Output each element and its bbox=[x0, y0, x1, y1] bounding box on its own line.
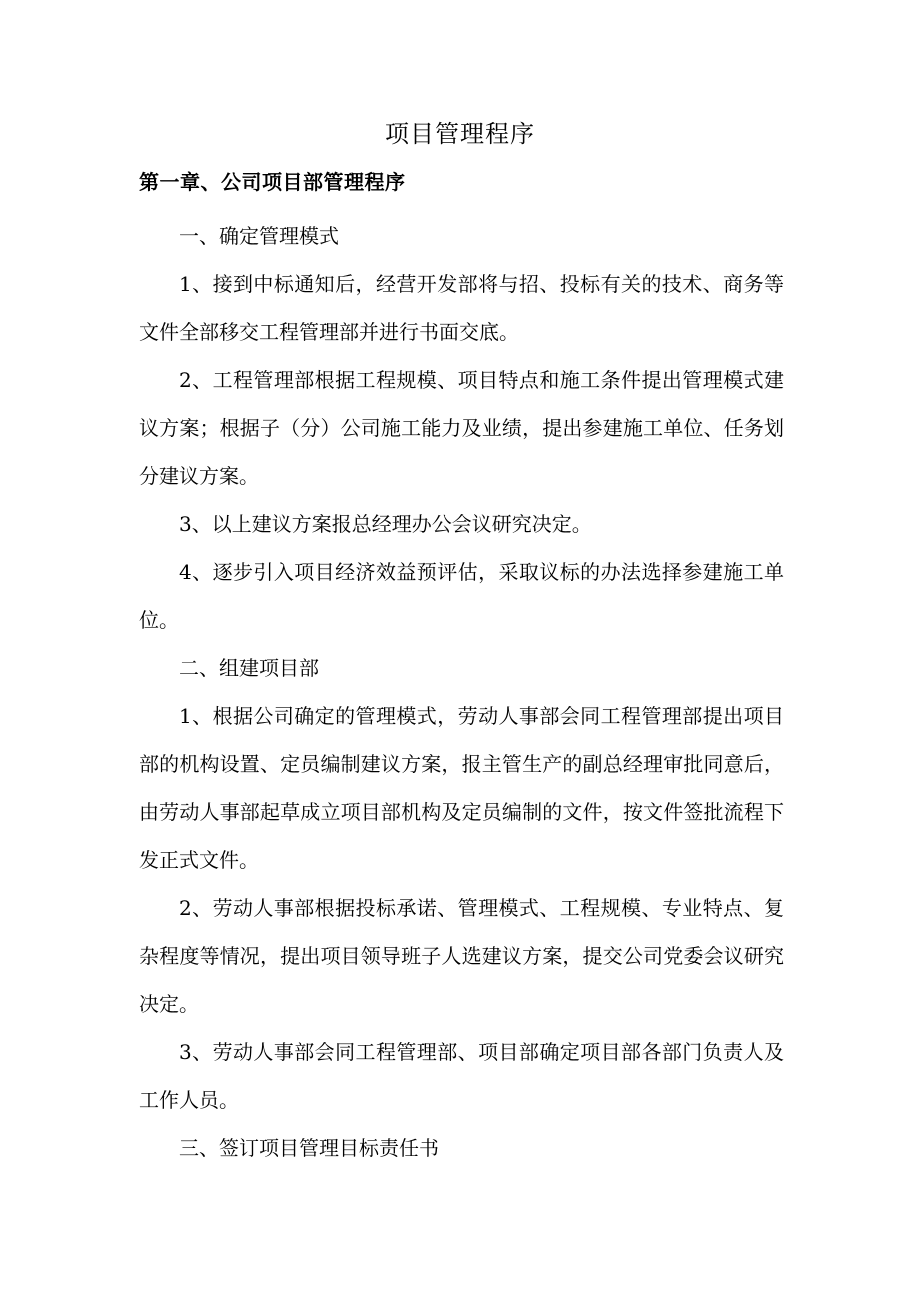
paragraph: 3、劳动人事部会同工程管理部、项目部确定项目部各部门负责人及工作人员。 bbox=[139, 1040, 784, 1112]
paragraph: 3、以上建议方案报总经理办公会议研究决定。 bbox=[179, 512, 592, 536]
section-heading: 一、确定管理模式 bbox=[179, 224, 339, 248]
section-heading: 三、签订项目管理目标责任书 bbox=[179, 1136, 439, 1160]
paragraph: 4、逐步引入项目经济效益预评估，采取议标的办法选择参建施工单位。 bbox=[139, 560, 784, 632]
document-body bbox=[139, 212, 784, 1172]
paragraph: 2、工程管理部根据工程规模、项目特点和施工条件提出管理模式建议方案；根据子（分）公司施工能力及业绩，提出参建施工单位、任务划分建议方案。 bbox=[139, 368, 784, 488]
paragraph: 1、接到中标通知后，经营开发部将与招、投标有关的技术、商务等文件全部移交工程管理部并进行书面交底。 bbox=[139, 272, 784, 344]
document-title: 项目管理程序 bbox=[385, 120, 535, 148]
chapter-heading: 第一章、公司项目部管理程序 bbox=[139, 170, 406, 194]
paragraph: 2、劳动人事部根据投标承诺、管理模式、工程规模、专业特点、复杂程度等情况，提出项目领导班子人选建议方案，提交公司党委会议研究决定。 bbox=[139, 896, 784, 1016]
section-heading: 二、组建项目部 bbox=[179, 656, 319, 680]
paragraph: 1、根据公司确定的管理模式，劳动人事部会同工程管理部提出项目部的机构设置、定员编制建议方案，报主管生产的副总经理审批同意后，由劳动人事部起草成立项目部机构及定员编制的文件，按文件签批流程下发正式文件。 bbox=[139, 704, 784, 872]
